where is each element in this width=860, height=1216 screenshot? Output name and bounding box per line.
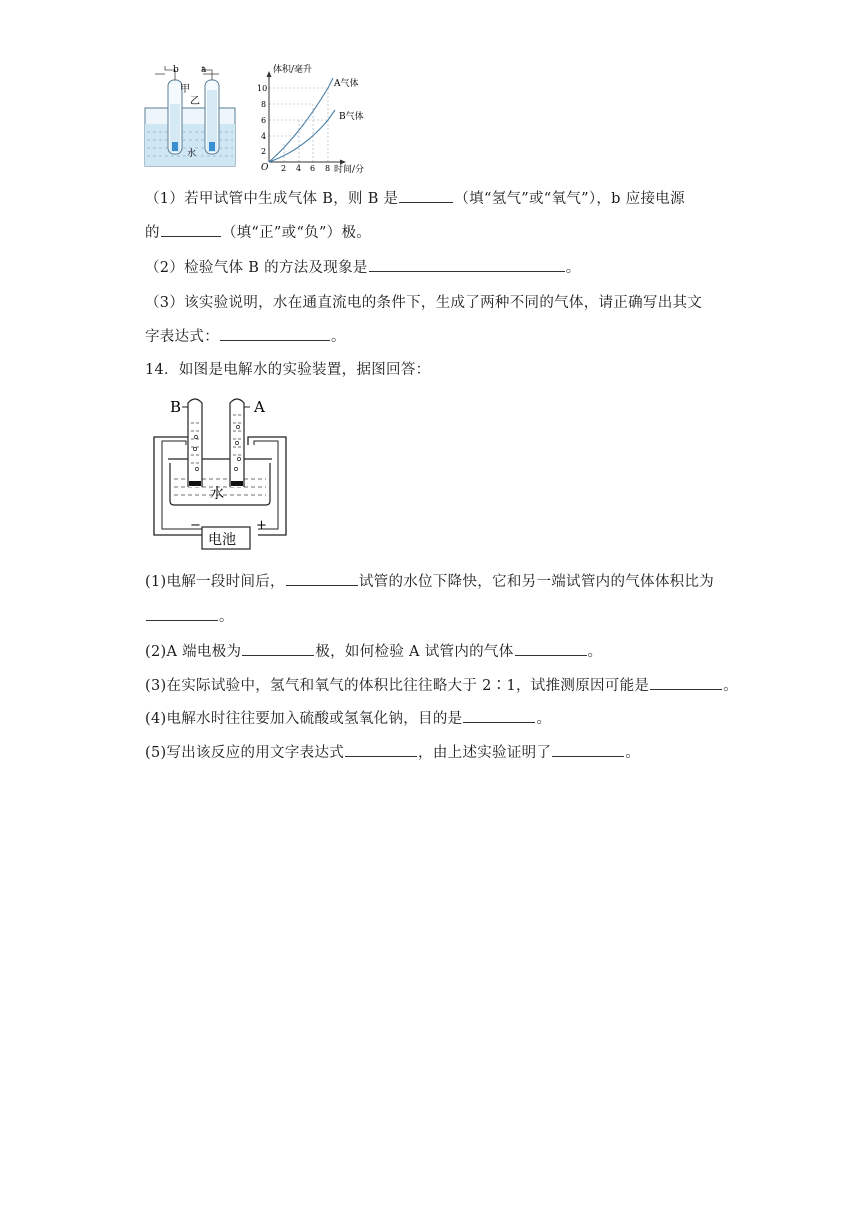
q14-s1-text-a: (1)电解一段时间后， [145, 574, 285, 590]
label-b: B [170, 398, 182, 416]
answer-blank[interactable] [286, 584, 358, 586]
minus-sign: − [190, 518, 201, 533]
q13-part3-line1 [145, 291, 702, 312]
graph-xlabel: 时间/分 [334, 165, 365, 175]
q14-s2-text-c: 。 [587, 644, 603, 660]
q14-s3-text-a: (3)在实际试验中，氢气和氧气的体积比往往略大于 2∶1，试推测原因可能是 [145, 678, 650, 694]
series-b-label: B气体 [339, 112, 364, 122]
answer-blank[interactable] [650, 688, 722, 690]
apparatus-diagram [145, 65, 235, 166]
q13-p1-text-b: （填“氢气”或“氧气”），b 应接电源 [454, 191, 685, 207]
answer-blank[interactable] [242, 654, 314, 656]
q14-s1-text-b: 试管的水位下降快，它和另一端试管内的气体体积比为 [358, 574, 715, 590]
q13-part3-line2 [145, 325, 346, 346]
answer-blank[interactable] [399, 201, 453, 203]
plus-sign: + [256, 518, 267, 533]
q13-p2-text-a: （2）检验气体 B 的方法及现象是 [145, 260, 368, 276]
q13-p3-text-c: 。 [331, 329, 346, 345]
q14-sub3 [145, 674, 738, 695]
q13-p3-text-a: （3）该实验说明，水在通直流电的条件下，生成了两种不同的气体，请正确写出其文 [145, 295, 703, 311]
series-a-label: A气体 [334, 79, 359, 89]
xtick-8: 8 [325, 164, 331, 173]
q14-sub1-line1 [145, 570, 714, 591]
label-a: A [254, 398, 265, 416]
q13-part2 [145, 256, 581, 277]
water-label: 水 [187, 149, 197, 159]
tube-yi-label: 乙 [190, 96, 200, 107]
q13-p1-text-a: （1）若甲试管中生成气体 B，则 B 是 [145, 191, 399, 207]
q14-s5-text-c: 。 [625, 745, 641, 761]
answer-blank[interactable] [161, 235, 221, 237]
answer-blank[interactable] [369, 270, 565, 272]
label-a: a [201, 65, 207, 75]
answer-blank[interactable] [552, 755, 624, 757]
q14-s4-text-b: 。 [536, 711, 552, 727]
q14-s5-text-b: ，由上述实验证明了 [418, 745, 552, 761]
volume-time-graph [257, 64, 364, 175]
q14-sub1-line2 [145, 605, 234, 626]
q14-s2-text-b: 极，如何检验 A 试管内的气体 [315, 644, 514, 660]
q14-sub4 [145, 707, 551, 728]
label-b: b [173, 65, 179, 75]
q14-title: 14．如图是电解水的实验装置，据图回答： [145, 362, 431, 378]
q13-part1-line1 [145, 187, 685, 208]
q14-s3-text-b: 。 [723, 678, 739, 694]
q13-p1-text-c: 的 [145, 225, 160, 241]
answer-blank[interactable] [220, 339, 330, 341]
electrolysis-figure-1 [143, 64, 373, 176]
ytick-4: 4 [261, 132, 267, 141]
ytick-6: 6 [261, 116, 267, 125]
xtick-2: 2 [281, 164, 287, 173]
q13-part1-line2 [145, 221, 371, 242]
ytick-8: 8 [261, 100, 267, 109]
battery-label: 电池 [208, 532, 236, 548]
xtick-4: 4 [296, 164, 302, 173]
tube-jia-label: 甲 [180, 84, 190, 95]
answer-blank[interactable] [146, 619, 218, 621]
q14-s2-text-a: (2)A 端电极为 [145, 644, 242, 660]
graph-ylabel: 体积/毫升 [273, 65, 313, 75]
answer-blank[interactable] [463, 721, 535, 723]
ytick-10: 10 [257, 84, 268, 93]
answer-blank[interactable] [345, 755, 417, 757]
q14-s5-text-a: (5)写出该反应的用文字表达式 [145, 745, 345, 761]
q13-p2-text-b: 。 [565, 260, 581, 276]
q14-s1-text-c: 。 [219, 609, 234, 625]
q13-p3-text-b: 字表达式： [145, 329, 219, 345]
electrolysis-figure-2 [150, 393, 290, 553]
answer-blank[interactable] [515, 654, 587, 656]
q13-p1-text-d: （填“正”或“负”）极。 [221, 225, 372, 241]
xtick-6: 6 [310, 164, 316, 173]
q14-sub2 [145, 640, 602, 661]
ytick-2: 2 [261, 147, 267, 156]
water-label: 水 [210, 486, 224, 502]
graph-origin: O [261, 163, 269, 173]
q14-s4-text-a: (4)电解水时往往要加入硫酸或氢氧化钠，目的是 [145, 711, 463, 727]
q14-sub5 [145, 741, 640, 762]
